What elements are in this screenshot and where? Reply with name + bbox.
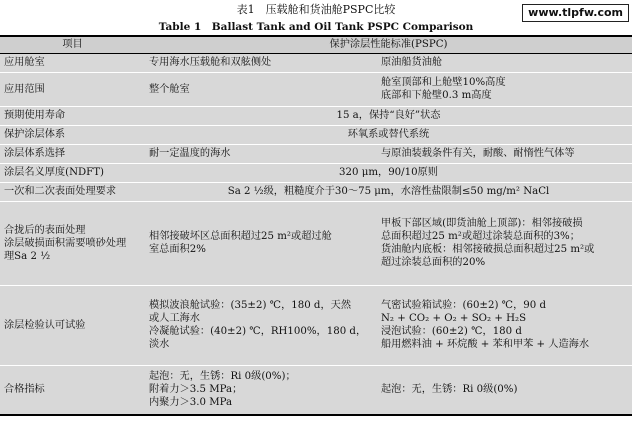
cell-line: 相邻接破坏区总面积超过25 m²或超过舱 [149,231,332,242]
header-standard: 保护涂层性能标准(PSPC) [145,36,632,53]
row-label: 保护涂层体系 [0,125,145,144]
cell-line: 货油舱内底板：相邻接破损总面积超过25 m²或 [381,244,595,255]
table-row [0,163,632,182]
cell-line: 冷凝舱试验：(40±2) ℃，RH100%，180 d， [149,326,367,337]
table-caption-chinese: 表1 压载舱和货油舱PSPC比较 [236,3,396,16]
table-caption-english: Table 1 Ballast Tank and Oil Tank PSPC Comparison [158,21,474,33]
table-row [0,125,632,144]
row-label: 一次和二次表面处理要求 [0,182,145,201]
cell-line: 超过涂装总面积的20% [381,257,486,268]
ballast-cell [145,365,377,415]
row-label: 应用范围 [0,72,145,106]
cell-line: 气密试验箱试验：(60±2) ℃，90 d [381,300,546,311]
oil-cell [377,201,632,285]
table-row [0,365,632,415]
row-label: 应用舱室 [0,53,145,72]
cell-line: 总面积超过25 m²或超过涂装总面积的3%； [381,231,580,242]
cell-line: 室总面积2% [149,244,206,255]
ballast-cell [145,201,377,285]
merged-cell: 环氧系或替代系统 [145,125,632,144]
merged-cell: 320 μm，90/10原则 [145,163,632,182]
row-label: 涂层体系选择 [0,144,145,163]
row-label [0,201,145,285]
table-row [0,106,632,125]
table-row [0,144,632,163]
cell-line: 或人工海水 [149,313,200,324]
oil-cell [377,285,632,365]
cell-line: 船用燃料油 + 环烷酸 + 苯和甲苯 + 人造海水 [381,339,590,350]
cell-line: 底部和下舱壁0.3 m高度 [381,90,492,101]
cell-line: 附着力＞3.5 MPa； [149,384,243,396]
row-label: 合格指标 [0,365,145,415]
oil-cell [377,72,632,106]
row-label: 预期使用寿命 [0,106,145,125]
pspc-comparison-table [0,35,632,416]
ballast-cell: 专用海水压载舱和双舷侧处 [145,53,377,72]
cell-line: 模拟波浪舱试验：(35±2) ℃，180 d，天然 [149,300,352,311]
cell-line: 浸泡试验：(60±2) ℃，180 d [381,326,522,337]
ballast-cell: 整个舱室 [145,72,377,106]
table-header-row [0,36,632,53]
cell-line: 淡水 [149,339,170,350]
oil-cell: 原油船货油舱 [377,53,632,72]
table-row [0,182,632,201]
oil-cell: 起泡：无，生锈：Ri 0级(0%) [377,365,632,415]
site-watermark: www.tlpfw.com [522,4,629,22]
table-row [0,285,632,365]
cell-line: 合拢后的表面处理 [4,224,86,236]
row-label: 涂层名义厚度(NDFT) [0,163,145,182]
row-label: 涂层检验认可试验 [0,285,145,365]
merged-cell: Sa 2 ½级，粗糙度介于30～75 μm，水溶性盐限制≤50 mg/m² NaCl [145,182,632,201]
oil-cell: 与原油装载条件有关，耐酸、耐惰性气体等 [377,144,632,163]
ballast-cell: 耐一定温度的海水 [145,144,377,163]
cell-line: 起泡：无，生锈：Ri 0级(0%)； [149,371,296,383]
cell-line: 甲板下部区域(即货油舱上顶部)：相邻接破损 [381,218,583,229]
header-item: 项目 [0,36,145,53]
cell-line: 内聚力＞3.0 MPa [149,397,233,409]
cell-line: 理Sa 2 ½ [4,250,51,262]
ballast-cell [145,285,377,365]
table-row [0,53,632,72]
merged-cell: 15 a，保持“良好”状态 [145,106,632,125]
cell-line: N₂ + CO₂ + O₂ + SO₂ + H₂S [381,313,527,324]
cell-line: 舱室顶部和上舱壁10%高度 [381,77,506,88]
cell-line: 涂层破损面积需要喷砂处理 [4,237,127,249]
table-row [0,72,632,106]
table-row [0,201,632,285]
